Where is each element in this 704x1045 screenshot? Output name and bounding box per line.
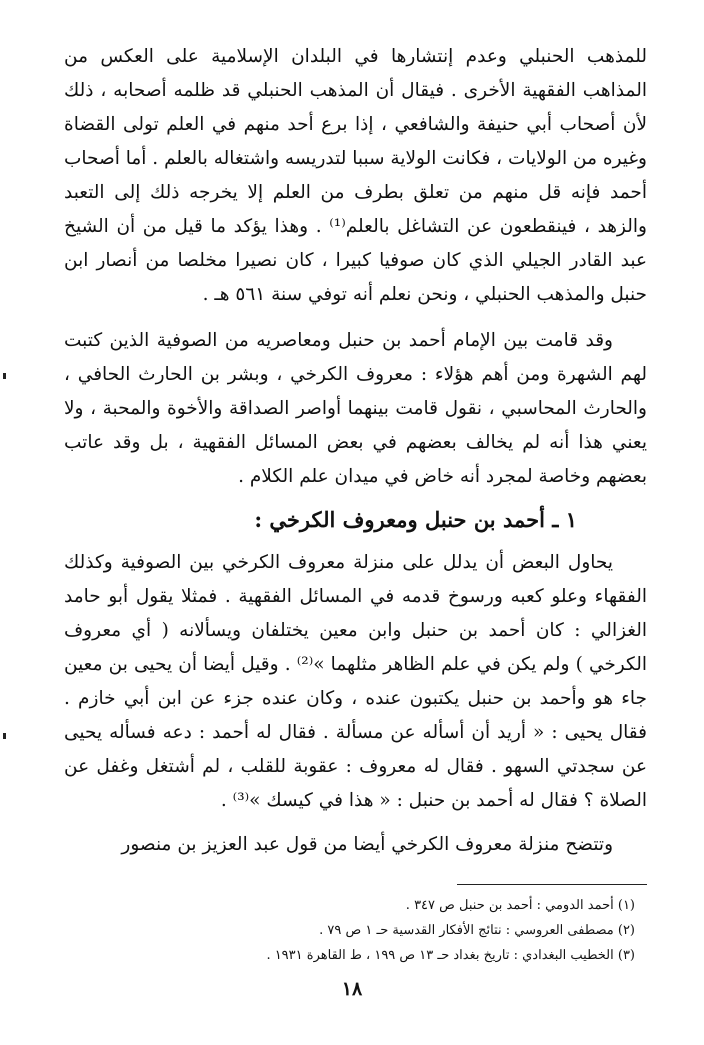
paragraph-3: يحاول البعض أن يدلل على منزلة معروف الكرخي بين الصوفية وكذلك الفقهاء وعلو كعبه ورسوخ قدمه في المسائل الفقهية . فمثلا يقول أبو حامد الغزالي : كان أحمد بن حنبل وابن معين يختلفان ويسألانه ( أي معروف الكرخي ) ولم يكن في علم الظاهر مثلهما »⁽²⁾ . وقيل أيضا أن يحيى بن معين جاء هو وأحمد بن حنبل يكتبون عنده ، وكان عنده جزء عن ابن أبي خازم . فقال يحيى : « أريد أن أسأله عن مسألة . فقال له أحمد : دعه فسأله يحيى عن سجدتي السهو . فقال له معروف : عقوبة للقلب ، لم أشتغل وغفل عن الصلاة ؟ فقال له أحمد بن حنبل : « هذا في كيسك »⁽³⁾ . [64,552,647,811]
book-page [64,40,647,968]
section-heading: ١ ـ أحمد بن حنبل ومعروف الكرخي : [254,507,577,532]
footnote-1: (١) أحمد الدومي : أحمد بن حنبل ص ٣٤٧ . [405,898,635,913]
margin-mark [3,373,6,379]
page-number: ١٨ [341,978,363,1000]
footnote-divider [457,884,647,885]
paragraph-2: وقد قامت بين الإمام أحمد بن حنبل ومعاصريه من الصوفية الذين كتبت لهم الشهرة ومن أهم هؤلاء : معروف الكرخي ، وبشر بن الحارث الحافي ، والحارث المحاسبي ، نقول قامت بينهما أواصر الصداقة والأخوة والمحبة ، ولا يعني هذا أنه لم يخالف بعضهم في بعض المسائل الفقهية ، بل وقد عاتب بعضهم وخاصة لمجرد أنه خاض في ميدان علم الكلام . [64,330,647,487]
footnotes [64,893,647,968]
footnote-3: (٣) الخطيب البغدادي : تاريخ بغداد حـ ١٣ ص ١٩٩ ، ط القاهرة ١٩٣١ . [266,948,635,963]
margin-mark [3,733,6,739]
paragraph-4: وتتضح منزلة معروف الكرخي أيضا من قول عبد العزيز بن منصور [121,834,613,855]
footnote-2: (٢) مصطفى العروسي : نتائج الأفكار القدسية حـ ١ ص ٧٩ . [319,923,635,938]
paragraph-1: للمذهب الحنبلي وعدم إنتشارها في البلدان الإسلامية على العكس من المذاهب الفقهية الأخرى . فيقال أن المذهب الحنبلي قد ظلمه أصحابه ، ذلك لأن أصحاب أبي حنيفة والشافعي ، إذا برع أحد منهم في العلم تولى القضاة وغيره من الولايات ، فكانت الولاية سببا لتدريسه واشتغاله بالعلم . أما أصحاب أحمد فإنه قل منهم من تعلق بطرف من العلم إلا يخرجه ذلك إلى التعبد والزهد ، فينقطعون عن التشاغل بالعلم⁽¹⁾ . وهذا يؤكد ما قيل من أن الشيخ عبد القادر الجيلي الذي كان صوفيا كبيرا ، كان نصيرا مخلصا من أنصار ابن حنبل والمذهب الحنبلي ، ونحن نعلم أنه توفي سنة ٥٦١ هـ . [64,46,647,305]
